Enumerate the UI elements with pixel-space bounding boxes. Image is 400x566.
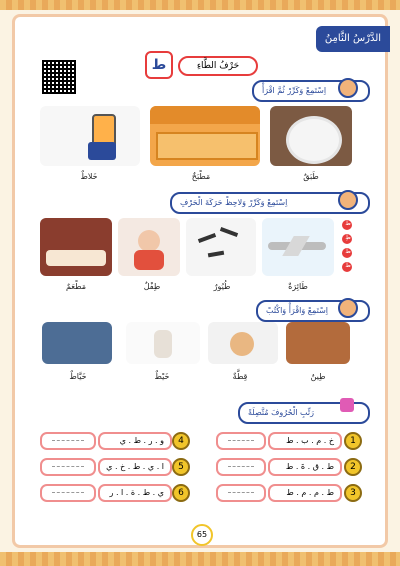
caption-child: طِفْلٌ — [143, 282, 161, 291]
image-blender — [40, 106, 140, 166]
letters-text: ي . ط . ة . ا . ر — [109, 488, 164, 497]
answer-blank[interactable] — [216, 432, 266, 450]
mark-letter: طَ — [345, 220, 351, 227]
answer-pill[interactable] — [98, 458, 172, 476]
letters-text: و . ر . ط . ي — [119, 436, 164, 445]
section-label-listen-note-mark: اِسْتَمِعْ وَكَرِّرْ وَلاحِظْ حَرَكَةَ الْحَرْفِ — [170, 192, 370, 214]
number-badge: 1 — [344, 432, 362, 450]
dash-line — [52, 440, 84, 441]
page-title: حَرْفُ الطَّاءِ — [178, 56, 258, 76]
dash-line — [52, 492, 84, 493]
answer-blank[interactable] — [216, 484, 266, 502]
puzzle-icon — [340, 398, 354, 412]
answer-pill[interactable] — [268, 432, 342, 450]
caption-airplane: طَائِرَةٌ — [288, 282, 308, 291]
section-label-listen-repeat-read: اِسْتَمِعْ وَكَرِّرْ ثُمَّ اقْرَأْ — [252, 80, 370, 102]
image-airplane — [262, 218, 334, 276]
caption-cat: قِطَّةٌ — [232, 372, 248, 381]
answer-pill[interactable] — [98, 484, 172, 502]
number-badge: 4 — [172, 432, 190, 450]
answer-pill[interactable] — [268, 484, 342, 502]
answer-pill[interactable] — [268, 458, 342, 476]
decorative-top-border — [0, 0, 400, 10]
caption-thread: خَيْطٌ — [154, 372, 170, 381]
caption-restaurant: مَطْعَمٌ — [65, 282, 87, 291]
letter-box: ط — [145, 51, 173, 79]
image-cat — [208, 322, 278, 364]
answer-blank[interactable] — [40, 432, 96, 450]
mark-letter: طْ — [345, 262, 351, 269]
avatar-icon — [338, 190, 358, 210]
decorative-bottom-border — [0, 552, 400, 566]
section-label-arrange: رَتِّبِ الْحُرُوفَ مُتَّصِلَةً — [238, 402, 370, 424]
letters-text: ا . ي . ط . خ . ي — [106, 462, 164, 471]
caption-blender: خَلاطٌ — [80, 172, 98, 181]
dash-line — [228, 492, 254, 493]
image-birds — [186, 218, 256, 276]
letters-text: ط . ق . ةَ . ط — [285, 462, 334, 471]
caption-tailor: خَيَّاطٌ — [69, 372, 87, 381]
mark-letter: طِ — [345, 234, 351, 241]
dash-line — [228, 440, 254, 441]
caption-birds: طُيُورٌ — [213, 282, 231, 291]
caption-plate: طَبَقٌ — [303, 172, 319, 181]
number-badge: 6 — [172, 484, 190, 502]
qr-code[interactable] — [42, 60, 76, 94]
avatar-icon — [338, 298, 358, 318]
answer-blank[interactable] — [40, 458, 96, 476]
mark-letter: طُ — [345, 248, 351, 255]
image-thread — [126, 322, 200, 364]
lesson-tab: الدَّرْسُ الثَّامِنُ — [316, 26, 390, 52]
caption-kitchen: مَطْبَخٌ — [191, 172, 211, 181]
dash-line — [228, 466, 254, 467]
image-kitchen — [150, 106, 260, 166]
number-badge: 2 — [344, 458, 362, 476]
dash-line — [52, 466, 84, 467]
answer-pill[interactable] — [98, 432, 172, 450]
answer-blank[interactable] — [40, 484, 96, 502]
avatar-icon — [338, 78, 358, 98]
image-mud — [286, 322, 350, 364]
image-child — [118, 218, 180, 276]
image-plate — [270, 106, 352, 166]
answer-blank[interactable] — [216, 458, 266, 476]
letters-text: ط . م . م . ط — [286, 488, 334, 497]
image-tailor — [42, 322, 112, 364]
letters-text: خ . م . ب . ط — [286, 436, 334, 445]
number-badge: 5 — [172, 458, 190, 476]
image-restaurant — [40, 218, 112, 276]
caption-mud: طِينٌ — [310, 372, 326, 381]
section-label-listen-read-write: اِسْتَمِعْ وَاقْرَأْ وَاكْتُبْ — [256, 300, 370, 322]
page-number: 65 — [191, 524, 213, 546]
number-badge: 3 — [344, 484, 362, 502]
